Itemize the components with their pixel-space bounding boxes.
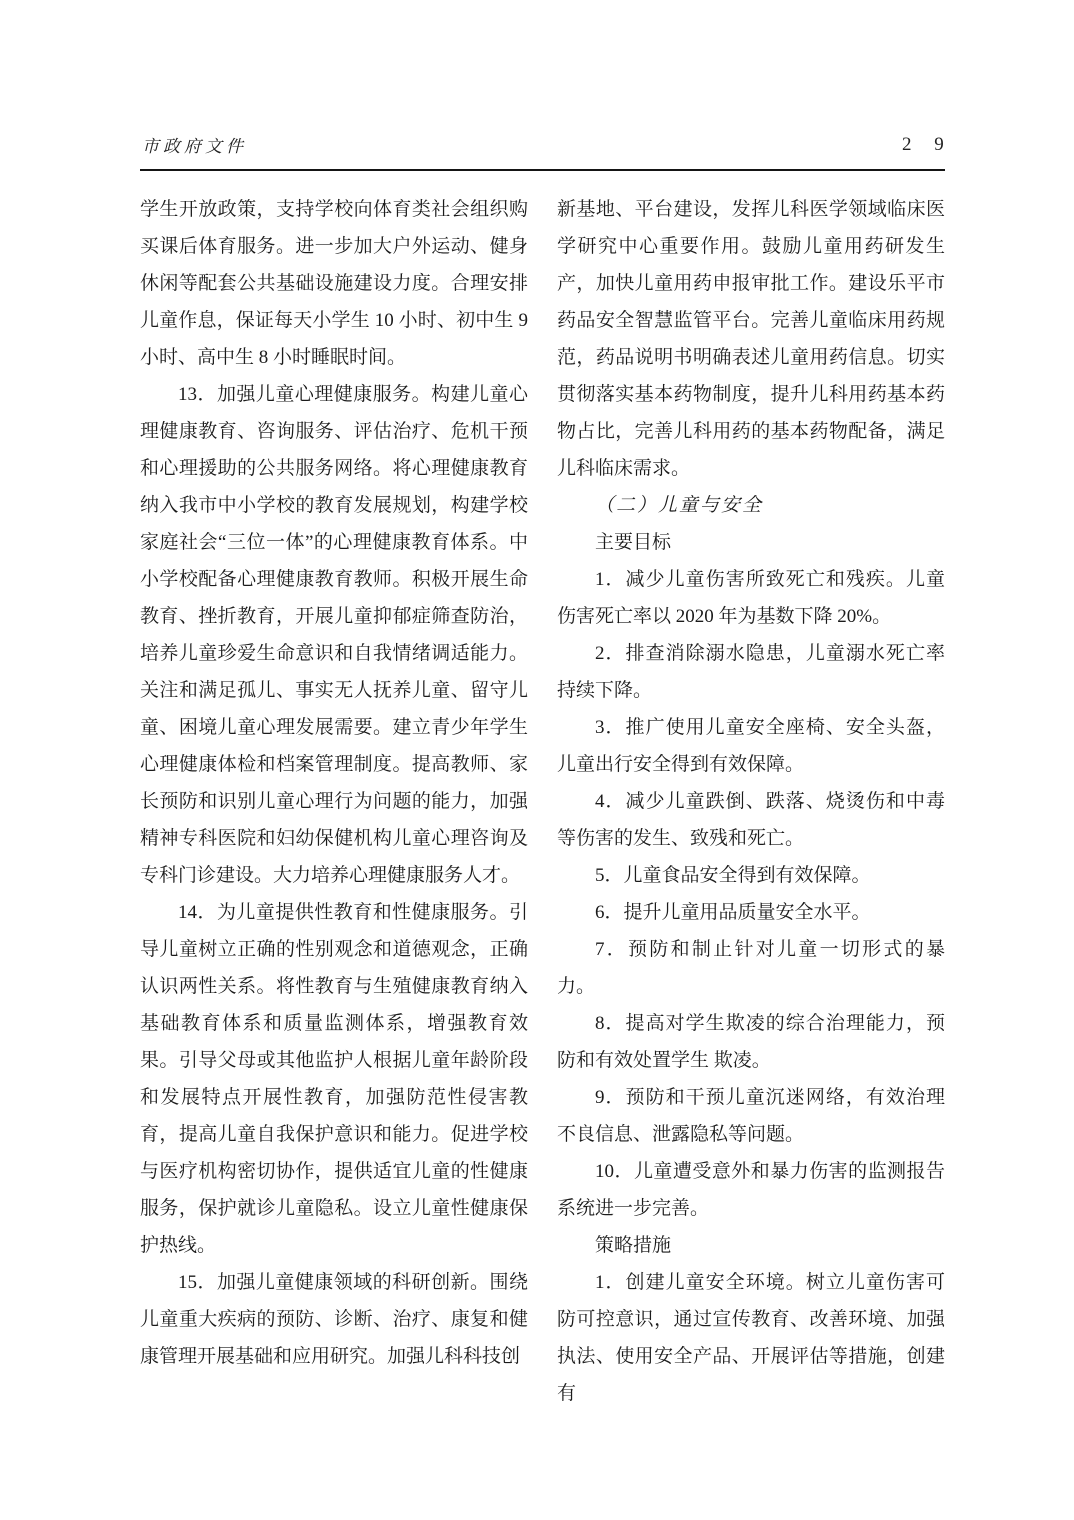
body-paragraph: 13．加强儿童心理健康服务。构建儿童心理健康教育、咨询服务、评估治疗、危机干预和心理援助的公共服务网络。将心理健康教育纳入我市中小学校的教育发展规划，构建学校家庭社会“三位一体”的心理健康教育体系。中小学校配备心理健康教育教师。积极开展生命教育、挫折教育，开展儿童抑郁症筛查防治，培养儿童珍爱生命意识和自我情绪调适能力。关注和满足孤儿、事实无人抚养儿童、留守儿童、困境儿童心理发展需要。建立青少年学生心理健康体检和档案管理制度。提高教师、家长预防和识别儿童心理行为问题的能力，加强精神专科医院和妇幼保健机构儿童心理咨询及专科门诊建设。大力培养心理健康服务人才。 [140, 384, 528, 886]
body-paragraph: 新基地、平台建设，发挥儿科医学领域临床医学研究中心重要作用。鼓励儿童用药研发生产，加快儿童用药申报审批工作。建设乐平市药品安全智慧监管平台。完善儿童临床用药规范，药品说明书明确表述儿童用药信息。切实贯彻落实基本药物制度，提升儿科用药基本药物占比，完善儿科用药的基本药物配备，满足儿科临床需求。 [557, 199, 945, 479]
body-paragraph: 9．预防和干预儿童沉迷网络，有效治理不良信息、泄露隐私等问题。 [557, 1087, 945, 1145]
page-number: 2 9 [902, 134, 953, 155]
header-rule-divider [140, 169, 945, 171]
body-paragraph: 3．推广使用儿童安全座椅、安全头盔，儿童出行安全得到有效保障。 [557, 717, 945, 775]
body-paragraph: 7．预防和制止针对儿童一切形式的暴力。 [557, 939, 945, 997]
body-paragraph: 14．为儿童提供性教育和性健康服务。引导儿童树立正确的性别观念和道德观念，正确认识两性关系。将性教育与生殖健康教育纳入基础教育体系和质量监测体系，增强教育效果。引导父母或其他监护人根据儿童年龄阶段和发展特点开展性教育，加强防范性侵害教育，提高儿童自我保护意识和能力。促进学校与医疗机构密切协作，提供适宜儿童的性健康服务，保护就诊儿童隐私。设立儿童性健康保护热线。 [140, 902, 528, 1256]
body-paragraph: 学生开放政策，支持学校向体育类社会组织购买课后体育服务。进一步加大户外运动、健身休闲等配套公共基础设施建设力度。合理安排儿童作息，保证每天小学生 10 小时、初中生 9 小时、高中生 8 小时睡眠时间。 [140, 199, 528, 368]
body-paragraph: 4．减少儿童跌倒、跌落、烧烫伤和中毒等伤害的发生、致残和死亡。 [557, 791, 945, 849]
left-column [140, 191, 528, 1412]
section-heading: （二）儿童与安全 [595, 495, 764, 516]
text-columns [140, 191, 945, 1412]
body-paragraph: 2．排查消除溺水隐患，儿童溺水死亡率持续下降。 [557, 643, 945, 701]
body-paragraph: 1．减少儿童伤害所致死亡和残疾。儿童伤害死亡率以 2020 年为基数下降 20%。 [557, 569, 945, 627]
document-header-title: 市政府文件 [142, 137, 247, 156]
body-paragraph: 5．儿童食品安全得到有效保障。 [595, 865, 871, 886]
body-paragraph: 主要目标 [595, 532, 672, 553]
right-column [557, 191, 945, 1412]
body-paragraph: 15．加强儿童健康领域的科研创新。围绕儿童重大疾病的预防、诊断、治疗、康复和健康管理开展基础和应用研究。加强儿科科技创 [140, 1272, 528, 1367]
body-paragraph: 策略措施 [595, 1235, 672, 1256]
body-paragraph: 1．创建儿童安全环境。树立儿童伤害可防可控意识，通过宣传教育、改善环境、加强执法、使用安全产品、开展评估等措施，创建有 [557, 1272, 945, 1404]
body-paragraph: 10．儿童遭受意外和暴力伤害的监测报告系统进一步完善。 [557, 1161, 945, 1219]
body-paragraph: 8．提高对学生欺凌的综合治理能力，预防和有效处置学生 欺凌。 [557, 1013, 945, 1071]
body-paragraph: 6．提升儿童用品质量安全水平。 [595, 902, 871, 923]
